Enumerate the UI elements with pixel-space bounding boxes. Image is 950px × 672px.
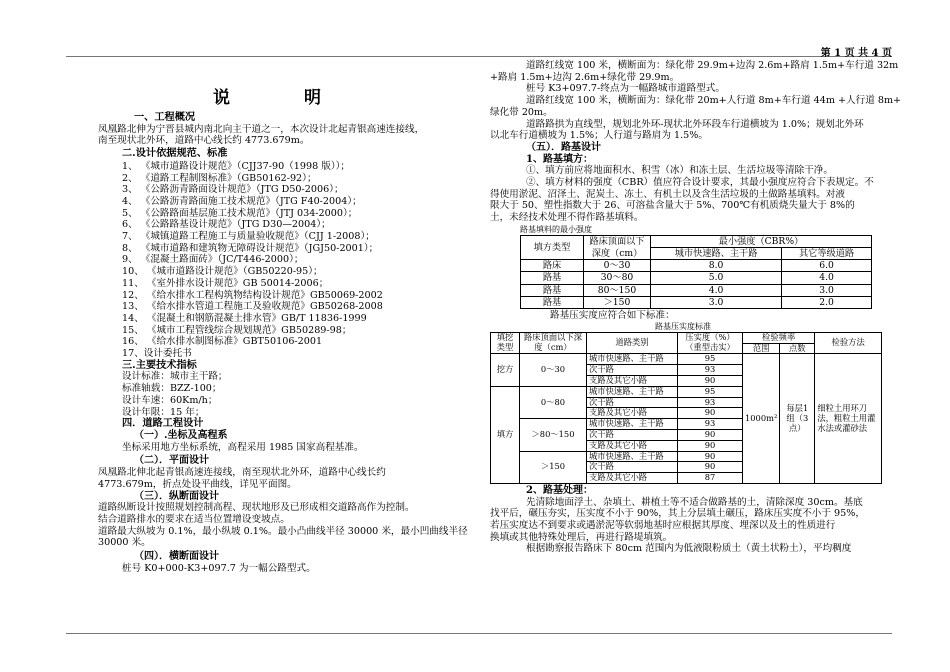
table-cell: 路床 [521,260,584,272]
table-cell: 路基 [521,284,584,296]
table-row [521,272,872,284]
right-text-line: 根据勘察报告路床下 80cm 范围内为低液限粉质土（黄土状粉土），平均稠度 [526,543,852,555]
t2-points: 每层1组（3点） [780,354,815,484]
t2-range: 1000m² [743,354,780,484]
left-text-line: （一）.坐标及高程系 [134,429,228,441]
footer-rule [66,633,892,634]
left-text-line: 四．道路工程设计 [122,417,204,430]
t2-compaction: 93 [678,365,743,376]
t2-road-class: 城市快速路、主干路 [587,354,678,365]
table-cell: 路基 [521,272,584,284]
table-cell: 3.0 [782,284,872,296]
left-text-line: 11、 《室外排水设计规范》GB 50014-2006； [122,277,329,289]
table-cell: 4.0 [651,284,782,296]
t2-header-method: 检验方法 [815,332,882,354]
left-text-line: 南至现状北外环，道路中心线长约 4773.679m。 [98,135,310,147]
left-text-line: 道路最大纵坡为 0.1%，最小纵坡 0.1%。最小凸曲线半径 30000 米，最小凹曲线半径 [98,525,468,537]
left-text-block [98,112,470,574]
left-text-line: 7、 《城镇道路工程施工与质量验收规范》（CJJ 1-2008）； [122,231,375,243]
t2-road-class: 城市快速路、主干路 [587,386,678,397]
table-cell: 路基 [521,296,584,308]
t2-compaction: 90 [678,375,743,386]
right-text-line: 1、路基填方： [526,153,593,165]
t1-header-type: 填方类型 [521,235,584,259]
left-text-line: 设计年限：15 年； [122,406,205,418]
table-cell: 30～80 [584,272,651,284]
left-text-line: 凤凰路北伸北起青银高速连接线，南至现状北外环，道路中心线长约 [98,467,386,479]
left-text-line: 5、 《公路路面基层施工技术规范》（JTJ 034-2000）； [122,207,358,219]
t2-compaction: 93 [678,419,743,430]
left-text-line: （三）．纵断面设计 [134,490,219,502]
left-text-line: （二）．平面设计 [134,455,209,467]
right-text-line: ①、填方前应将地面积水、积雪（冰）和冻土层、生活垃圾等清除干净。 [526,165,833,177]
left-text-line: 设计车速：60Km/h； [122,394,218,406]
page-title: 说 明 [213,88,355,108]
t2-road-class: 次干路 [587,429,678,440]
t2-header-points: 点数 [780,343,815,354]
table-cell: 6.0 [782,260,872,272]
right-text-line: 2、路基处理： [526,484,593,496]
right-text-line: 道路路拱为直线型，规划北外环-现状北外环段车行道横坡为 1.0%；规划北外环 [526,118,864,130]
t2-compaction: 90 [678,429,743,440]
t2-compaction: 90 [678,440,743,451]
right-text-line: 以北车行道横坡为 1.5%；人行道与路肩为 1.5%。 [490,130,708,142]
t1-header-depth: 路床顶面以下深度（cm） [584,235,651,259]
left-text-line: 12、 《给水排水工程构筑物结构设计规范》GB50069-2002 [122,289,383,301]
left-text-line: 4773.679m，折点处设平曲线，详见平面图。 [98,478,297,490]
header-rule [66,56,892,57]
t2-kind-fill: 填方 [491,386,520,483]
left-text-line: 坐标采用地方坐标系统，高程采用 1985 国家高程基准。 [122,441,364,453]
left-text-line: 桩号 K0+000-K3+097.7 为一幅公路型式。 [122,562,316,574]
compaction-table [490,332,882,484]
t2-header-kind: 填挖类型 [491,332,520,354]
right-text-line: 若压实度达不到要求或遇淤泥等软弱地基时应根据其厚度、埋深以及土的性质进行 [490,520,836,532]
left-text-line: 一、工程概况 [134,111,196,123]
t2-depth: 0～30 [520,354,587,386]
page-number: 第 1 页 共 4 页 [820,48,892,59]
t2-header-range: 范围 [743,343,780,354]
left-text-line: 16、 《给水排水制图标准》GBT50106-2001 [122,336,323,348]
left-text-line: 8、 《城市道路和建筑物无障碍设计规范》（JGJ50-2001）； [122,242,379,254]
t2-compaction: 90 [678,451,743,462]
right-text-top [490,60,902,224]
left-text-line: 设计标准：城市主干路； [122,371,228,383]
t2-compaction: 90 [678,408,743,419]
right-text-line: ②、填方材料的强度（CBR）值应符合设计要求，其最小强度应符合下表规定。不 [526,177,874,189]
left-text-line: 1、 《城市道路设计规范》（CJJ37-90（1998 版））； [122,160,351,172]
t2-compaction: 93 [678,397,743,408]
left-text-line: 13、 《给水排水管道工程施工及验收规范》GB50268-2008 [122,301,383,313]
left-text-line: 凤凰路北伸为宁晋县城内南北向主干道之一，本次设计北起青银高速连接线， [98,123,425,135]
table-row [491,354,882,365]
right-text-line: 先清除地面浮土、杂填土、耕植土等不适合做路基的土，清除深度 30cm。基底 [526,496,863,508]
t2-compaction: 95 [678,386,743,397]
left-text-line: 14、 《混凝土和钢筋混凝土排水管》GB/T 11836-1999 [122,312,367,324]
left-text-line: 17、设计委托书 [122,348,192,360]
left-text-line: 二.设计依据规范、标准 [122,147,228,160]
right-text-bottom [490,485,892,555]
right-text-line: 找平后，碾压夯实，压实度不小于 90%，其上分层填土碾压，路床压实度不小于 95%， [490,508,865,520]
table1-caption: 路基填料的最小强度 [520,224,592,234]
t2-header-freq: 检验频率 [743,332,815,343]
right-column [490,60,902,555]
table-row [521,284,872,296]
t2-depth: ＞150 [520,451,587,483]
t1-header-c1: 城市快速路、主干路 [651,248,782,260]
t2-road-class: 支路及其它小路 [587,408,678,419]
left-text-line: （四）．横断面设计 [134,551,219,563]
right-text-line: （五）．路基设计 [526,141,601,153]
table-cell: 4.0 [782,272,872,284]
t2-compaction: 90 [678,462,743,473]
t2-road-class: 次干路 [587,397,678,408]
left-text-line: 道路纵断设计按照规划控制高程、现状地形及已形成相交道路高作为控制。 [98,502,415,514]
left-text-line: 4、 《公路沥青路面施工技术规范》（JTG F40-2004）； [122,195,362,207]
t2-compaction: 95 [678,354,743,365]
right-text-line: 限大于 50、塑性指数大于 26、可溶盐含量大于 5%、700℃有机质烧失量大于 8%的 [490,200,855,212]
t2-header-road: 道路类别 [587,332,678,354]
right-text-line: 得使用淤泥、沼泽土、泥炭土、冻土、有机土以及含生活垃圾的土做路基填料。对液 [490,188,845,200]
t2-road-class: 城市快速路、主干路 [587,419,678,430]
t2-kind-cut: 挖方 [491,354,520,386]
t2-depth: 0～80 [520,386,587,418]
left-text-line: 10、 《城市道路设计规范》（GB50220-95）； [122,266,323,278]
t2-road-class: 支路及其它小路 [587,473,678,484]
t2-compaction: 87 [678,473,743,484]
right-text-line: 桩号 K3+097.7-终点为一幅路城市道路型式。 [526,83,725,95]
right-text-line: 土，未经技术处理不得作路基填料。 [490,212,644,224]
t2-depth: ＞80～150 [520,419,587,451]
t2-method: 细粒土用环刀法，粗粒土用灌水法或灌砂法 [815,354,882,484]
table-row [521,260,872,272]
right-text-line: 换填或其他特殊处理后，再进行路堤填筑。 [490,531,673,543]
left-text-line: 结合道路排水的要求在适当位置增设变坡点。 [98,513,290,525]
table-cell: 3.0 [651,296,782,308]
table2-caption: 路基压实度标准 [655,321,711,331]
t2-road-class: 城市快速路、主干路 [587,451,678,462]
left-text-line: 2、 《道路工程制图标准》（GB50162-92）； [122,172,317,184]
right-text-line: 道路红线宽 100 米，横断面为：绿化带 20m+人行道 8m+车行道 44m +人行道 8m+ [526,95,902,107]
right-text-line: 道路红线宽 100 米，横断面为：绿化带 29.9m+边沟 2.6m+路肩 1.5m+车行道 32m [526,60,899,71]
left-text-line: 三.主要技术指标 [122,358,197,371]
table-cell: 8.0 [651,260,782,272]
t2-road-class: 次干路 [587,365,678,376]
table-row [521,296,872,308]
t2-header-depth: 路床顶面以下深度（cm） [520,332,587,354]
table-cell: 2.0 [782,296,872,308]
table-cell: 80～150 [584,284,651,296]
left-text-line: 标准轴载：BZZ-100； [122,383,222,395]
right-text-line: 绿化带 20m。 [490,106,553,118]
t2-road-class: 次干路 [587,462,678,473]
t2-header-comp: 压实度（%）（重型击实） [678,332,743,354]
table-cell: 5.0 [651,272,782,284]
t2-road-class: 支路及其它小路 [587,375,678,386]
left-text-line: 30000 米。 [98,537,151,549]
left-column [98,84,470,574]
left-text-line: 6、 《公路路基设计规范》（JTG D30—2004）； [122,219,331,231]
left-text-line: 9、 《混凝土路面砖》（JC/T446-2000）； [122,254,304,266]
right-text-line: +路肩 1.5m+边沟 2.6m+绿化带 29.9m。 [490,71,680,83]
left-text-line: 3、 《公路沥青路面设计规范》（JTG D50-2006）； [122,184,344,196]
table2-intro: 路基压实度应符合如下标准： [550,310,675,322]
t2-road-class: 支路及其它小路 [587,440,678,451]
table-cell: ＞150 [584,296,651,308]
cbr-strength-table [520,235,872,309]
t1-header-c2: 其它等级道路 [782,248,872,260]
table-cell: 0～30 [584,260,651,272]
left-text-line: 15、 《城市工程管线综合规划规范》GB50289-98； [122,324,352,336]
t1-header-min: 最小强度（CBR%） [651,235,872,247]
